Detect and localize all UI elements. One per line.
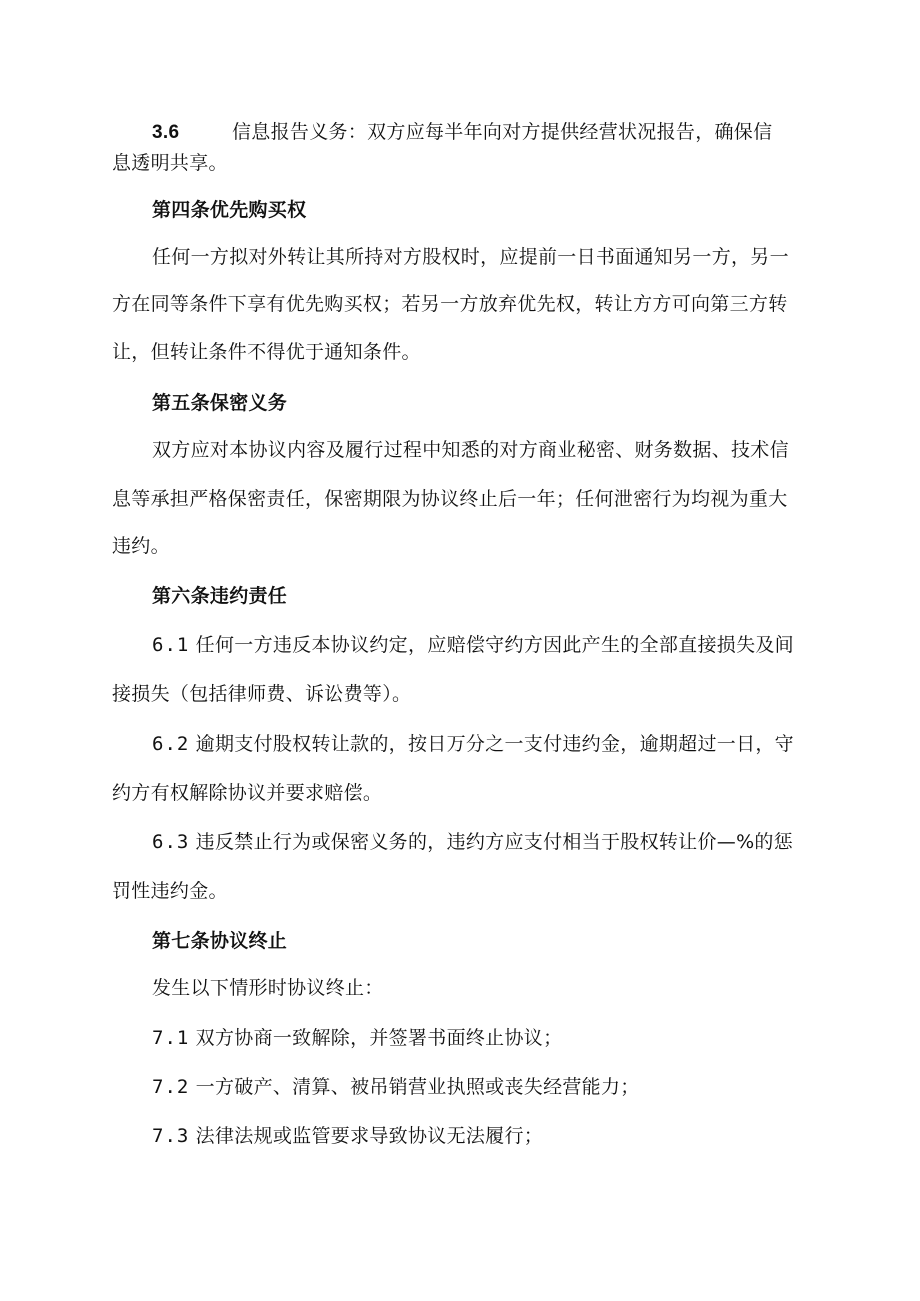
article-6-heading: 第六条违约责任 [152, 585, 288, 607]
article-5-line-2: 息等承担严格保密责任，保密期限为协议终止后一年；任何泄密行为均视为重大 [112, 488, 788, 510]
clause-7-2-number: 7.2 [152, 1076, 190, 1098]
clause-6-3-line-1 [152, 829, 793, 855]
clause-7-3 [152, 1123, 543, 1149]
clause-6-3-line-2: 罚性违约金。 [112, 880, 228, 902]
clause-6-3-number: 6.3 [152, 831, 190, 853]
clause-3-6-line-2: 息透明共享。 [112, 152, 228, 174]
clause-3-6-line-1 [152, 119, 772, 146]
article-4-line-2: 方在同等条件下享有优先购买权；若另一方放弃优先权，转让方方可向第三方转 [112, 293, 788, 315]
clause-6-1-line-1 [152, 632, 794, 658]
clause-6-2-line-2: 约方有权解除协议并要求赔偿。 [112, 782, 383, 804]
clause-6-2-line-1 [152, 731, 794, 757]
clause-7-3-number: 7.3 [152, 1125, 190, 1147]
article-7-intro: 发生以下情形时协议终止： [152, 977, 384, 999]
article-5-line-3: 违约。 [112, 535, 170, 557]
clause-7-1-number: 7.1 [152, 1027, 190, 1049]
clause-3-6-text: 信息报告义务：双方应每半年向对方提供经营状况报告，确保信 [232, 121, 773, 143]
article-4-line-3: 让，但转让条件不得优于通知条件。 [112, 341, 421, 363]
article-4-line-1: 任何一方拟对外转让其所持对方股权时，应提前一日书面通知另一方，另一 [152, 246, 789, 268]
clause-6-1-number: 6.1 [152, 634, 190, 656]
clause-6-1-line-2: 接损失（包括律师费、诉讼费等）。 [112, 683, 412, 705]
clause-7-1 [152, 1025, 562, 1051]
article-7-heading: 第七条协议终止 [152, 930, 288, 952]
clause-6-1-text: 任何一方违反本协议约定，应赔偿守约方因此产生的全部直接损失及间 [189, 634, 794, 656]
clause-7-2-text: 一方破产、清算、被吊销营业执照或丧失经营能力； [189, 1076, 640, 1098]
clause-6-2-number: 6.2 [152, 733, 190, 755]
clause-7-3-text: 法律法规或监管要求导致协议无法履行； [189, 1125, 544, 1147]
article-5-heading: 第五条保密义务 [152, 392, 288, 414]
clause-6-2-text: 逾期支付股权转让款的，按日万分之一支付违约金，逾期超过一日，守 [189, 733, 794, 755]
article-4-heading: 第四条优先购买权 [152, 199, 307, 221]
clause-6-3-text: 违反禁止行为或保密义务的，违约方应支付相当于股权转让价—%的惩 [189, 831, 794, 853]
clause-3-6-number: 3.6 [152, 122, 180, 143]
clause-7-2 [152, 1074, 640, 1100]
article-5-line-1: 双方应对本协议内容及履行过程中知悉的对方商业秘密、财务数据、技术信 [152, 439, 789, 461]
clause-7-1-text: 双方协商一致解除，并签署书面终止协议； [189, 1027, 563, 1049]
